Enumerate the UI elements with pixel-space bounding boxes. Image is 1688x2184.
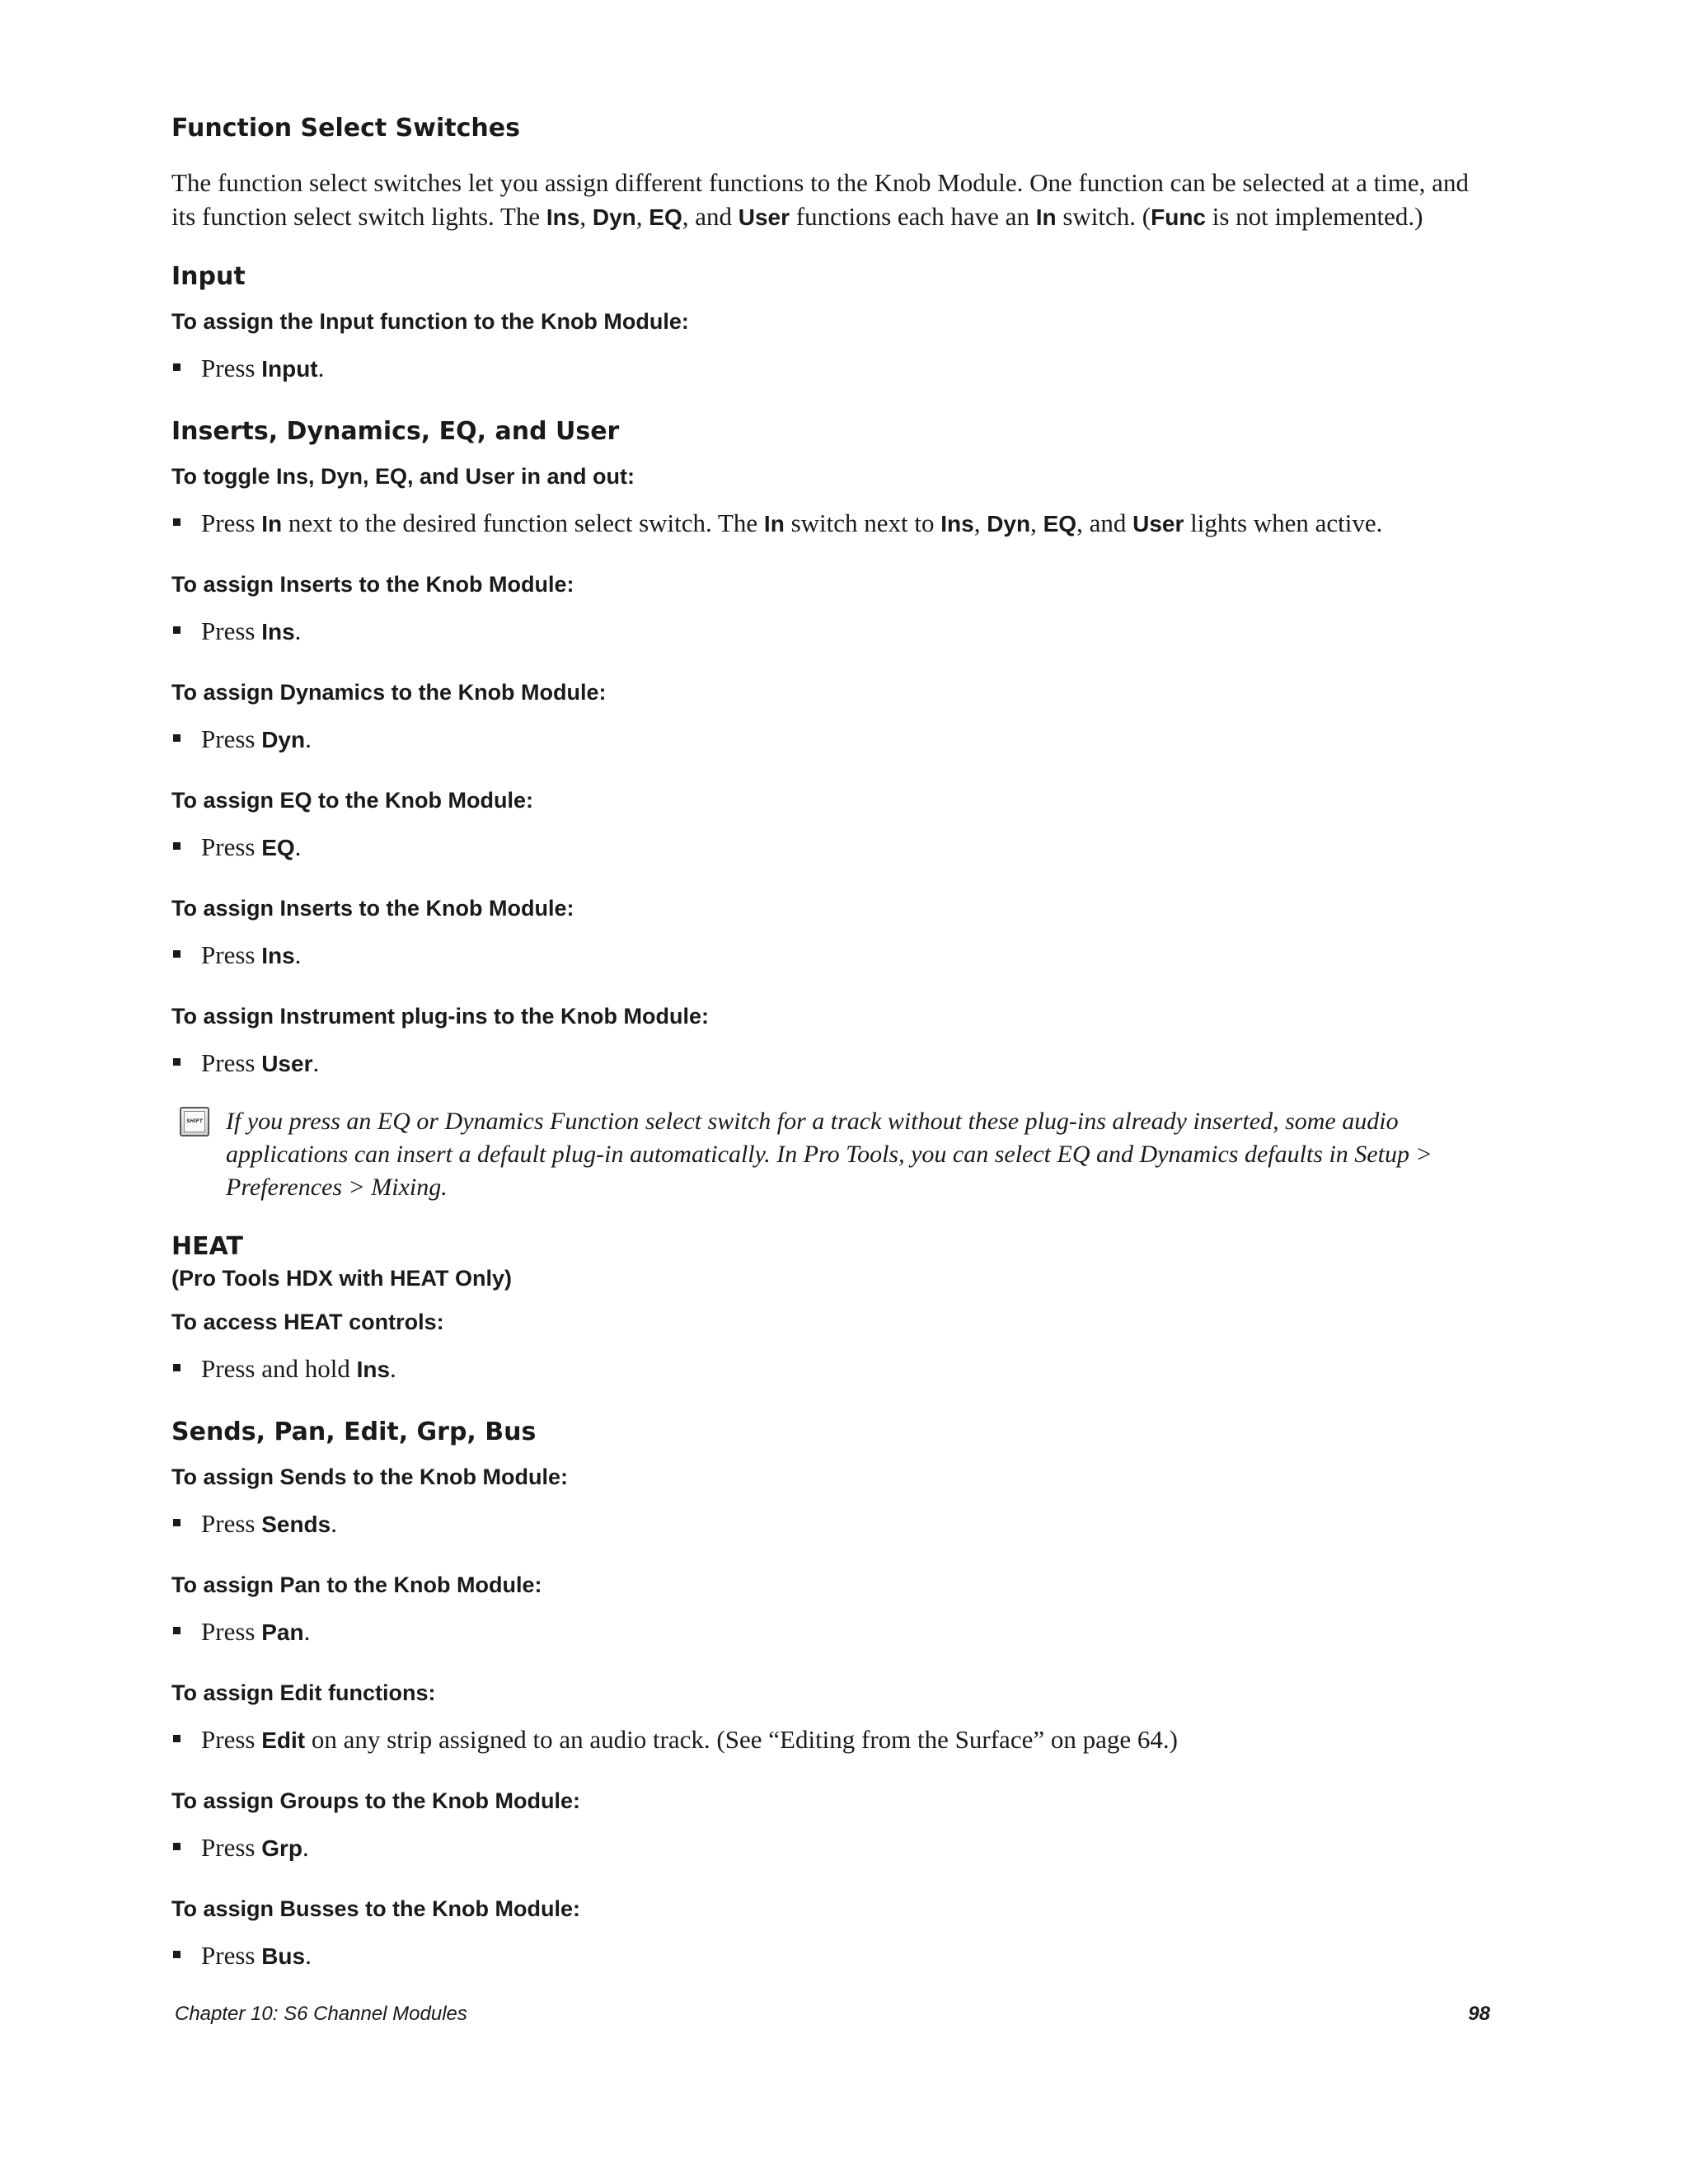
step-text: Press	[201, 509, 262, 537]
step-text: .	[390, 1354, 396, 1383]
step-text: ,	[1030, 509, 1043, 537]
intro-text: functions each have an	[790, 202, 1036, 231]
task-title: To assign Edit functions:	[171, 1680, 436, 1705]
task-title: To assign Busses to the Knob Module:	[171, 1896, 581, 1921]
bullet-icon	[173, 1735, 181, 1742]
intro-text: switch. (	[1056, 202, 1151, 231]
step-key: Dyn	[261, 727, 306, 752]
step-key: In	[763, 511, 785, 537]
intro-key-dyn: Dyn	[592, 204, 636, 230]
intro-text: ,	[635, 202, 649, 231]
toggle-step	[171, 506, 1490, 541]
step-key: Bus	[261, 1943, 306, 1969]
input-task: To assign the Input function to the Knob Module:	[171, 309, 689, 334]
task-title: To assign Inserts to the Knob Module:	[171, 896, 574, 921]
task-title: To assign Sends to the Knob Module:	[171, 1465, 568, 1489]
step-text: on any strip assigned to an audio track. (See “Editing from the Surface” on page 64.)	[305, 1725, 1178, 1754]
intro-text: The function select switches let you assign different functions to the Knob Module. One function can be selected at a time, and its function select switch lights. The	[171, 168, 1469, 231]
task-step	[171, 938, 1490, 972]
note-text: If you press an EQ or Dynamics Function select switch for a track without these plug-ins already inserted, some audio applications can insert a default plug-in automatically. In Pro Tools, you can select EQ and Dynamics defaults in Setup > Preferences > Mixing.	[226, 1108, 1432, 1201]
step-text: Press	[201, 1509, 262, 1538]
bullet-icon	[173, 950, 181, 958]
heat-task: To access HEAT controls:	[171, 1310, 444, 1334]
sends-heading: Sends, Pan, Edit, Grp, Bus	[171, 1418, 537, 1446]
section-title: Function Select Switches	[171, 114, 520, 143]
bullet-icon	[173, 1627, 181, 1634]
intro-key-user: User	[738, 204, 790, 230]
task-step	[171, 1722, 1490, 1757]
bullet-icon	[173, 734, 181, 742]
task-step	[171, 1830, 1490, 1865]
intro-text: ,	[579, 202, 593, 231]
input-step	[171, 351, 1490, 386]
task-step	[171, 1507, 1490, 1541]
bullet-icon	[173, 363, 181, 371]
step-text: .	[303, 1617, 311, 1646]
step-text: .	[305, 724, 312, 753]
bullet-icon	[173, 1519, 181, 1526]
task-step	[171, 722, 1490, 757]
heat-subheading: (Pro Tools HDX with HEAT Only)	[171, 1266, 512, 1291]
step-key: EQ	[261, 835, 295, 860]
step-key: Input	[261, 356, 318, 382]
intro-key-eq: EQ	[649, 204, 682, 230]
step-key: Ins	[261, 943, 295, 968]
step-text: Press	[201, 940, 262, 969]
document-page	[171, 114, 1490, 2004]
bullet-icon	[173, 1843, 181, 1850]
bullet-icon	[173, 1364, 181, 1371]
step-key: Pan	[261, 1619, 304, 1645]
step-text: Press	[201, 1048, 262, 1077]
step-key: Ins	[940, 511, 974, 537]
intro-key-func: Func	[1151, 204, 1206, 230]
step-text: ,	[973, 509, 987, 537]
step-key: EQ	[1043, 511, 1077, 537]
task-step	[171, 1046, 1490, 1080]
task-title: To assign Pan to the Knob Module:	[171, 1572, 542, 1597]
step-text: .	[317, 354, 325, 382]
step-text: .	[294, 832, 302, 861]
intro-key-ins: Ins	[546, 204, 580, 230]
intro-text: is not implemented.)	[1206, 202, 1423, 231]
shift-note	[171, 1105, 1490, 1204]
task-title: To assign Inserts to the Knob Module:	[171, 572, 574, 597]
toggle-task: To toggle Ins, Dyn, EQ, and User in and out:	[171, 464, 635, 489]
step-text: Press	[201, 832, 262, 861]
task-title: To assign Groups to the Knob Module:	[171, 1788, 580, 1813]
step-key: Ins	[261, 619, 295, 644]
step-text: Press	[201, 724, 262, 753]
bullet-icon	[173, 518, 181, 526]
bullet-icon	[173, 626, 181, 634]
step-key: Edit	[261, 1727, 306, 1753]
section-intro	[171, 166, 1490, 234]
step-key: Ins	[356, 1357, 391, 1382]
bullet-icon	[173, 1058, 181, 1066]
task-step	[171, 1615, 1490, 1649]
page-footer	[175, 2003, 1490, 2026]
task-step	[171, 614, 1490, 649]
step-key: Sends	[261, 1511, 331, 1537]
step-key: In	[261, 511, 283, 537]
step-text: Press	[201, 354, 262, 382]
step-text: next to the desired function select switch. The	[282, 509, 764, 537]
step-text: Press and hold	[201, 1354, 357, 1383]
step-text: Press	[201, 1617, 262, 1646]
step-text: .	[312, 1048, 320, 1077]
task-step	[171, 1938, 1490, 1973]
step-text: , and	[1076, 509, 1133, 537]
input-heading: Input	[171, 262, 246, 291]
step-text: Press	[201, 1725, 262, 1754]
intro-key-in: In	[1035, 204, 1057, 230]
step-text: .	[305, 1941, 312, 1970]
step-key: User	[261, 1051, 313, 1076]
footer-chapter: Chapter 10: S6 Channel Modules	[175, 2003, 467, 2025]
task-title: To assign EQ to the Knob Module:	[171, 788, 533, 813]
step-text: lights when active.	[1184, 509, 1383, 537]
shift-key-label: SHIFT	[184, 1111, 205, 1132]
inserts-heading: Inserts, Dynamics, EQ, and User	[171, 417, 620, 446]
shift-key-icon	[180, 1107, 209, 1137]
task-title: To assign Instrument plug-ins to the Knob Module:	[171, 1004, 709, 1029]
step-key: Dyn	[987, 511, 1031, 537]
step-key: Grp	[261, 1835, 302, 1861]
task-title: To assign Dynamics to the Knob Module:	[171, 680, 607, 705]
step-text: .	[302, 1833, 309, 1862]
heat-step	[171, 1352, 1490, 1386]
step-text: switch next to	[784, 509, 941, 537]
intro-text: , and	[682, 202, 738, 231]
step-text: .	[294, 616, 302, 645]
bullet-icon	[173, 1951, 181, 1958]
page-number: 98	[1468, 2003, 1490, 2025]
step-key: User	[1132, 511, 1184, 537]
step-text: Press	[201, 1941, 262, 1970]
step-text: .	[331, 1509, 337, 1538]
task-step	[171, 830, 1490, 865]
step-text: .	[294, 940, 302, 969]
step-text: Press	[201, 1833, 262, 1862]
heat-heading: HEAT	[171, 1232, 243, 1261]
step-text: Press	[201, 616, 262, 645]
bullet-icon	[173, 842, 181, 850]
